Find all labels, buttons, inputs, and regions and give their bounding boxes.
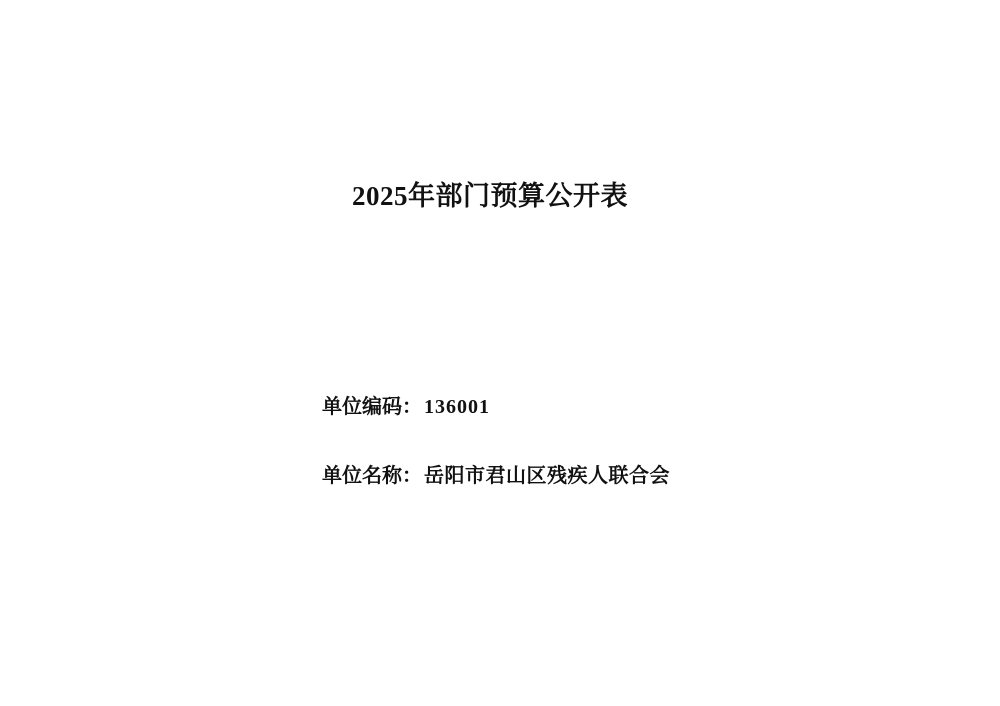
unit-code-value: 136001: [424, 396, 490, 418]
unit-code-label: 单位编码：: [322, 396, 422, 418]
document-title: 2025年部门预算公开表: [352, 181, 628, 211]
unit-name-value: 岳阳市君山区残疾人联合会: [424, 465, 670, 487]
unit-name-label: 单位名称：: [322, 465, 422, 487]
